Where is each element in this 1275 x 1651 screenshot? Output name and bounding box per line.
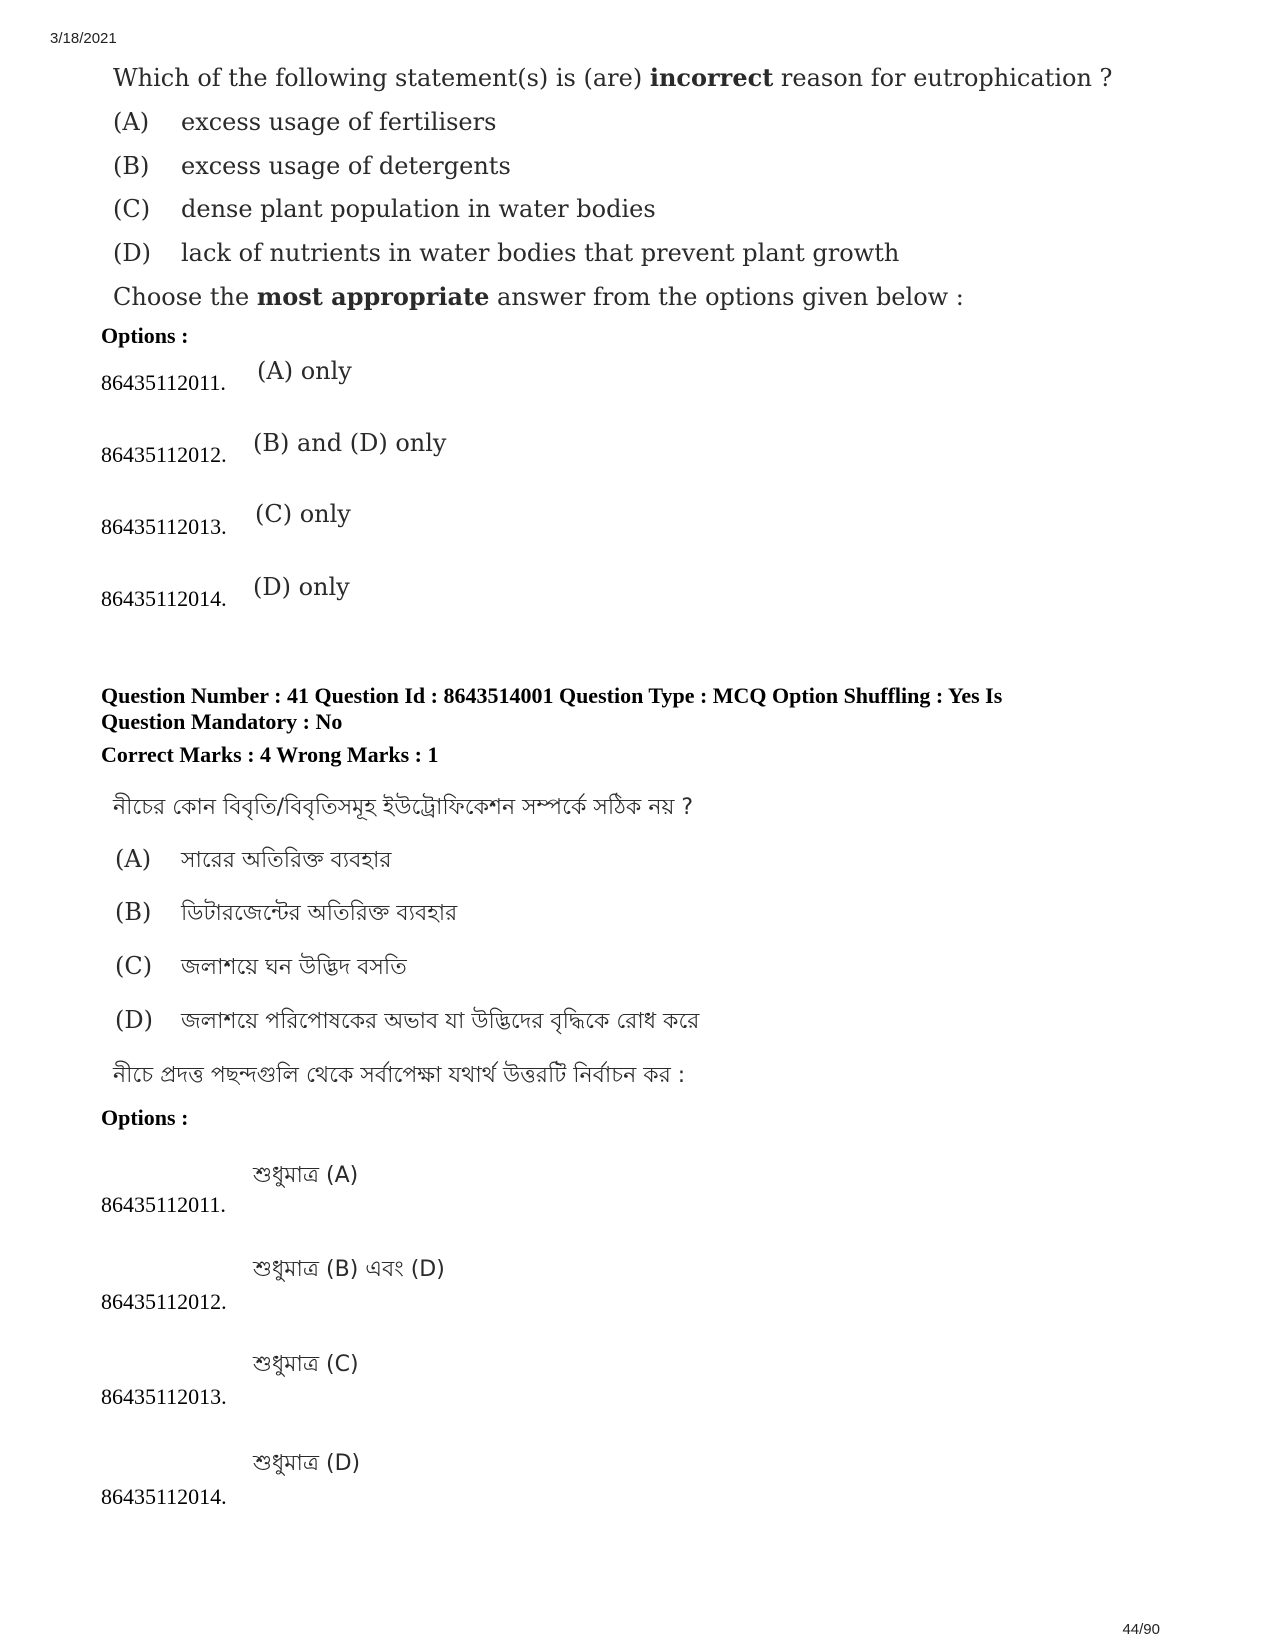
option-4-id: 86435112014. bbox=[101, 1484, 227, 1509]
prev-options-label: Options : bbox=[101, 323, 189, 348]
prev-statement-a bbox=[113, 108, 496, 136]
question-marks: Correct Marks : 4 Wrong Marks : 1 bbox=[101, 742, 439, 767]
statement-text: ডিটারজেন্টের অতিরিক্ত ব্যবহার bbox=[181, 901, 458, 926]
statement-letter: (C) bbox=[115, 952, 153, 980]
print-date: 3/18/2021 bbox=[50, 30, 117, 47]
statement-letter: (A) bbox=[113, 108, 150, 136]
option-3-id: 86435112013. bbox=[101, 1384, 227, 1409]
statement-a bbox=[115, 843, 391, 880]
option-2-id: 86435112012. bbox=[101, 1289, 227, 1314]
prev-option-2-text: (B) and (D) only bbox=[253, 429, 447, 457]
instruction-before: Choose the bbox=[113, 283, 257, 311]
prev-option-2-id: 86435112012. bbox=[101, 442, 227, 467]
statement-letter: (D) bbox=[113, 239, 151, 267]
statement-text: lack of nutrients in water bodies that prevent plant growth bbox=[181, 239, 900, 267]
statement-c bbox=[115, 950, 407, 987]
statement-text: excess usage of fertilisers bbox=[181, 108, 497, 136]
option-1-id: 86435112011. bbox=[101, 1192, 226, 1217]
instruction-after: answer from the options given below : bbox=[489, 283, 964, 311]
prev-option-4-text: (D) only bbox=[253, 573, 350, 601]
statement-letter: (B) bbox=[115, 898, 152, 926]
stem-text-after: reason for eutrophication ? bbox=[773, 64, 1113, 92]
statement-text: জলাশয়ে ঘন উদ্ভিদ বসতি bbox=[181, 955, 407, 980]
statement-text: সারের অতিরিক্ত ব্যবহার bbox=[181, 848, 392, 873]
statement-text: জলাশয়ে পরিপোষকের অভাব যা উদ্ভিদের বৃদ্ধিকে রোধ করে bbox=[181, 1009, 700, 1034]
question-instruction: নীচে প্রদত্ত পছন্দগুলি থেকে সর্বাপেক্ষা যথার্থ উত্তরটি নির্বাচন কর : bbox=[113, 1063, 686, 1088]
prev-question-stem bbox=[113, 63, 1112, 92]
option-3-text: শুধুমাত্র (C) bbox=[253, 1352, 359, 1377]
prev-option-1-id: 86435112011. bbox=[101, 370, 226, 395]
statement-letter: (D) bbox=[115, 1006, 153, 1034]
page-number: 44/90 bbox=[1122, 1621, 1160, 1638]
statement-letter: (C) bbox=[113, 195, 151, 223]
statement-letter: (A) bbox=[115, 845, 152, 873]
prev-option-4-id: 86435112014. bbox=[101, 586, 227, 611]
option-4-text: শুধুমাত্র (D) bbox=[253, 1451, 361, 1476]
prev-instruction bbox=[113, 282, 964, 311]
option-1-text: শুধুমাত্র (A) bbox=[253, 1163, 359, 1188]
prev-statement-d bbox=[113, 239, 899, 267]
instruction-emphasis: most appropriate bbox=[256, 282, 490, 311]
prev-statement-b bbox=[113, 152, 511, 180]
question-meta-line2: Question Mandatory : No bbox=[101, 709, 343, 734]
question-meta-line1: Question Number : 41 Question Id : 8643514001 Question Type : MCQ Option Shuffling : Yes Is bbox=[101, 683, 1003, 708]
stem-emphasis: incorrect bbox=[649, 63, 774, 92]
question-stem: নীচের কোন বিবৃতি/বিবৃতিসমূহ ইউট্রোফিকেশন সম্পর্কে সঠিক নয় ? bbox=[113, 795, 694, 820]
statement-d bbox=[115, 1004, 699, 1041]
option-2-text: শুধুমাত্র (B) এবং (D) bbox=[253, 1257, 445, 1282]
prev-statement-c bbox=[113, 195, 656, 223]
prev-option-3-id: 86435112013. bbox=[101, 514, 227, 539]
prev-option-1-text: (A) only bbox=[257, 357, 352, 385]
statement-text: excess usage of detergents bbox=[181, 152, 511, 180]
statement-letter: (B) bbox=[113, 152, 150, 180]
stem-text-before: Which of the following statement(s) is (are) bbox=[113, 64, 650, 92]
statement-text: dense plant population in water bodies bbox=[181, 195, 656, 223]
prev-option-3-text: (C) only bbox=[255, 500, 351, 528]
options-label: Options : bbox=[101, 1105, 189, 1130]
statement-b bbox=[115, 896, 457, 933]
